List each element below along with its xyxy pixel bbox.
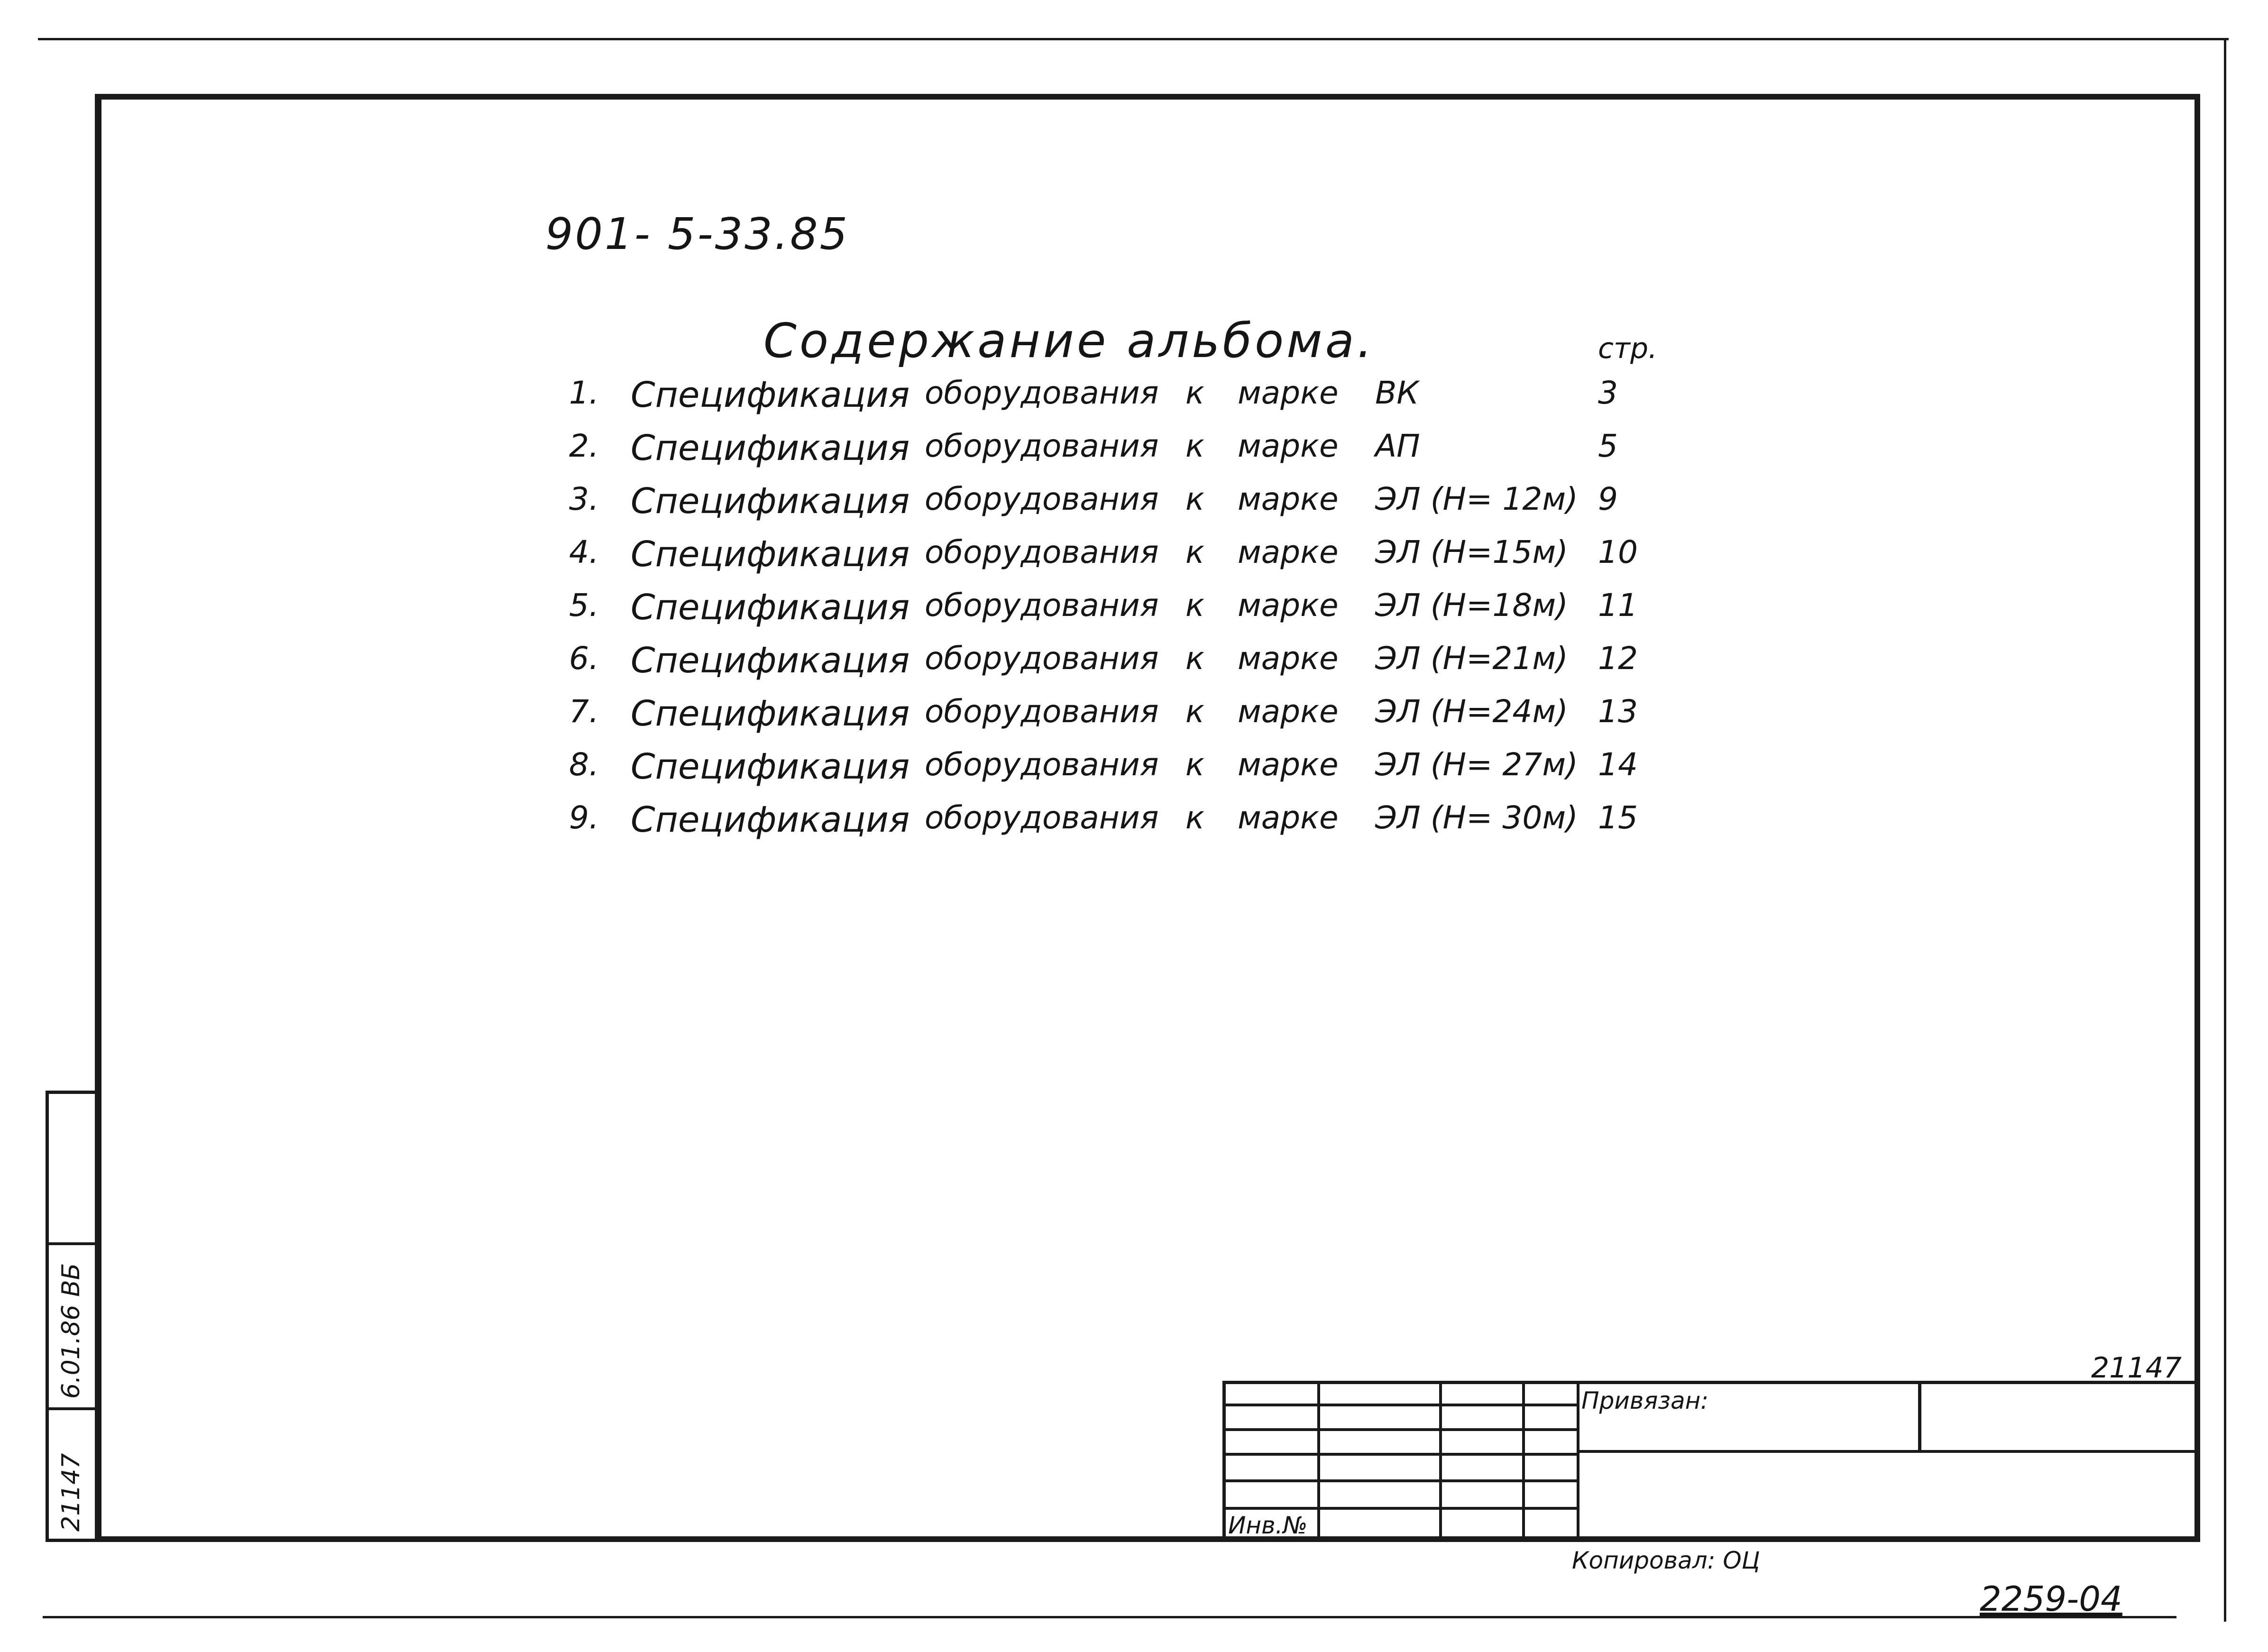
contents-row-page: 15	[1598, 799, 1638, 836]
contents-row-number: 5.	[569, 587, 599, 624]
contents-row-number: 1.	[569, 375, 599, 411]
page-column-header: стр.	[1598, 332, 1658, 365]
linked-label: Привязан:	[1581, 1387, 1709, 1414]
contents-row-preposition: к	[1185, 428, 1204, 464]
contents-row-equipment: оборудования	[925, 428, 1159, 464]
stamp-right-hline	[1577, 1450, 2198, 1453]
contents-row-mark-code: АП	[1375, 428, 1420, 464]
contents-row-number: 7.	[569, 693, 599, 730]
contents-row-mark-code: ЭЛ (Н= 30м)	[1375, 799, 1578, 836]
sheet-right-edge	[2224, 38, 2226, 1622]
contents-row-number: 9.	[569, 799, 599, 836]
contents-row-equipment: оборудования	[925, 587, 1159, 624]
contents-row-page: 13	[1598, 693, 1638, 730]
contents-row-name: Спецификация	[631, 375, 910, 415]
contents-row-name: Спецификация	[631, 640, 910, 681]
contents-row-number: 8.	[569, 746, 599, 783]
stamp-hline-1	[1222, 1404, 1579, 1406]
contents-row-mark-code: ЭЛ (Н=24м)	[1375, 693, 1568, 730]
contents-row-mark-word: марке	[1238, 481, 1339, 517]
contents-row-number: 6.	[569, 640, 599, 677]
contents-row-preposition: к	[1185, 746, 1204, 783]
contents-row-page: 9	[1598, 481, 1618, 517]
contents-row-preposition: к	[1185, 693, 1204, 730]
contents-row-mark-word: марке	[1238, 534, 1339, 570]
contents-row-mark-code: ЭЛ (Н=18м)	[1375, 587, 1568, 624]
contents-row-page: 3	[1598, 375, 1618, 411]
contents-row-equipment: оборудования	[925, 375, 1159, 411]
contents-row-page: 12	[1598, 640, 1638, 677]
contents-row-mark-code: ЭЛ (Н= 12м)	[1375, 481, 1578, 517]
contents-row-preposition: к	[1185, 640, 1204, 677]
inventory-label: Инв.№	[1228, 1512, 1308, 1539]
contents-row-mark-code: ЭЛ (Н=15м)	[1375, 534, 1568, 570]
contents-row-mark-word: марке	[1238, 799, 1339, 836]
contents-row-preposition: к	[1185, 481, 1204, 517]
sheet-bottom-edge	[43, 1616, 2176, 1618]
contents-row-number: 4.	[569, 534, 599, 570]
contents-row-preposition: к	[1185, 799, 1204, 836]
contents-row-equipment: оборудования	[925, 746, 1159, 783]
stamp-sheet-number: 21147	[2091, 1351, 2182, 1385]
contents-row-name: Спецификация	[631, 587, 910, 628]
contents-row-equipment: оборудования	[925, 534, 1159, 570]
contents-row-number: 3.	[569, 481, 599, 517]
contents-row-name: Спецификация	[631, 534, 910, 575]
contents-row-page: 5	[1598, 428, 1618, 464]
contents-row-mark-code: ВК	[1375, 375, 1419, 411]
contents-row-preposition: к	[1185, 534, 1204, 570]
contents-row-equipment: оборудования	[925, 693, 1159, 730]
contents-row-mark-word: марке	[1238, 428, 1339, 464]
document-code: 901- 5-33.85	[545, 209, 850, 259]
format-code: 2259-04	[1980, 1579, 2122, 1619]
stamp-hline-2	[1222, 1428, 1579, 1431]
contents-row-mark-word: марке	[1238, 746, 1339, 783]
contents-row-equipment: оборудования	[925, 481, 1159, 517]
contents-row-mark-word: марке	[1238, 587, 1339, 624]
contents-row-equipment: оборудования	[925, 640, 1159, 677]
stamp-hline-4	[1222, 1479, 1579, 1482]
contents-title: Содержание альбома.	[763, 313, 1375, 368]
contents-row-page: 14	[1598, 746, 1638, 783]
contents-row-preposition: к	[1185, 375, 1204, 411]
contents-row-name: Спецификация	[631, 428, 910, 468]
contents-row-mark-code: ЭЛ (Н=21м)	[1375, 640, 1568, 677]
contents-row-name: Спецификация	[631, 481, 910, 522]
contents-row-name: Спецификация	[631, 693, 910, 734]
side-strip-date: 6.01.86 ВБ	[57, 1263, 85, 1399]
contents-row-mark-code: ЭЛ (Н= 27м)	[1375, 746, 1578, 783]
side-strip-divider-2	[46, 1242, 101, 1245]
contents-row-mark-word: марке	[1238, 693, 1339, 730]
side-strip-sheet-number: 21147	[57, 1453, 85, 1532]
contents-row-mark-word: марке	[1238, 640, 1339, 677]
contents-row-number: 2.	[569, 428, 599, 464]
side-strip-divider-1	[46, 1407, 101, 1410]
stamp-hline-5	[1222, 1507, 1579, 1510]
contents-row-page: 10	[1598, 534, 1638, 570]
sheet-top-edge	[38, 38, 2229, 40]
contents-row-page: 11	[1598, 587, 1638, 624]
contents-row-mark-word: марке	[1238, 375, 1339, 411]
stamp-right-vline	[1918, 1381, 1921, 1452]
contents-row-preposition: к	[1185, 587, 1204, 624]
copied-by: Копировал: ОЦ	[1572, 1547, 1760, 1574]
contents-row-equipment: оборудования	[925, 799, 1159, 836]
contents-row-name: Спецификация	[631, 746, 910, 787]
stamp-hline-3	[1222, 1453, 1579, 1456]
contents-row-name: Спецификация	[631, 799, 910, 840]
